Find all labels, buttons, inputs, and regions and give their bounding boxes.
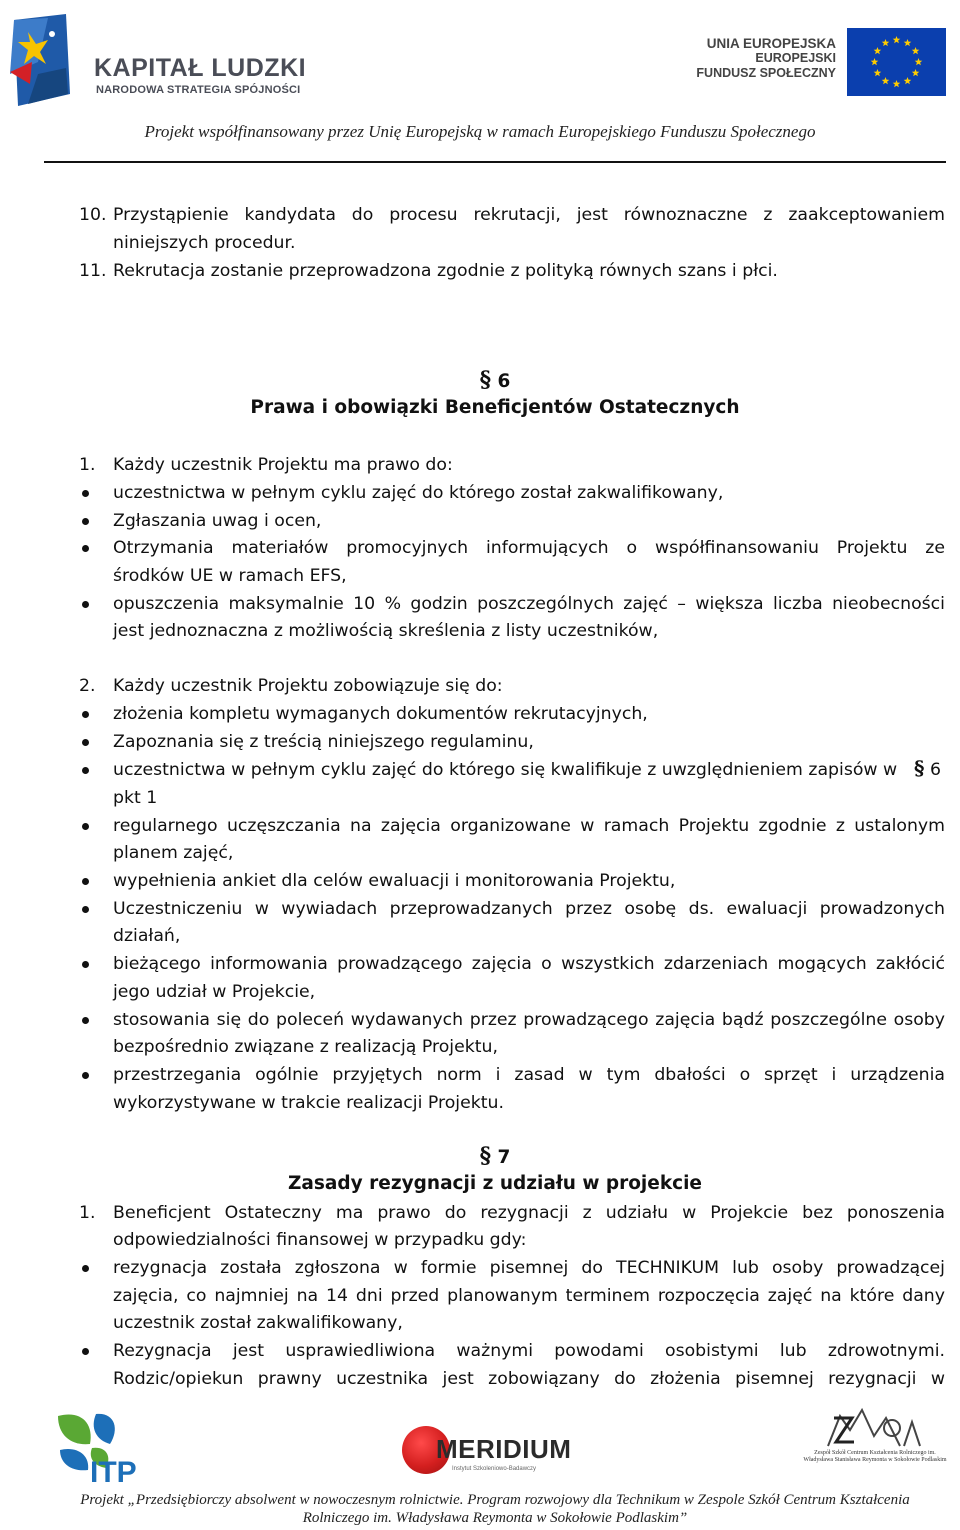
list-item: Zgłaszania uwag i ocen, xyxy=(113,511,322,531)
eu-flag-icon xyxy=(847,28,946,96)
list-item-continuation: uczestnik został zakwalifikowany, xyxy=(113,1313,403,1333)
meridium-logo-subtitle: Instytut Szkoleniowo-Badawczy xyxy=(452,1466,537,1472)
paragraph-symbol: § xyxy=(479,1143,492,1169)
school-logo-text: Zespół Szkół Centrum Kształcenia Rolniczego im. Władysława Stanisława Reymonta w Sokołowie Podlaskim xyxy=(803,1450,947,1463)
section-6-number xyxy=(0,368,960,394)
section-6-p1-text: Każdy uczestnik Projektu ma prawo do: xyxy=(113,455,453,475)
section-6-p2-text: Każdy uczestnik Projektu zobowiązuje się do: xyxy=(113,676,503,696)
list-item-continuation: planem zajęć, xyxy=(113,843,234,863)
bullet-icon xyxy=(82,961,89,968)
section-reference-number: 6 xyxy=(929,760,941,780)
meridium-logo xyxy=(396,1422,582,1482)
list-item-continuation: bezpośrednio związane z realizacją Projektu, xyxy=(113,1037,498,1057)
list-item: wypełnienia ankiet dla celów ewaluacji i monitorowania Projektu, xyxy=(113,871,676,891)
point-number: 2. xyxy=(79,676,96,696)
kapital-ludzki-subtitle: NARODOWA STRATEGIA SPÓJNOŚCI xyxy=(96,84,301,96)
item-10-line-1: Przystąpienie kandydata do procesu rekrutacji, jest równoznaczne z zaakceptowaniem xyxy=(113,205,945,225)
footer-project-line-2: Rolniczego im. Władysława Reymonta w Sokołowie Podlaskim” xyxy=(302,1510,688,1526)
section-7-p1-line-2: odpowiedzialności finansowej w przypadku gdy: xyxy=(113,1230,527,1250)
bullet-icon xyxy=(82,878,89,885)
list-item-continuation: środków UE w ramach EFS, xyxy=(113,566,347,586)
bullet-icon xyxy=(82,1072,89,1079)
eu-star-icon xyxy=(904,77,912,84)
itp-leaf-icon xyxy=(50,1410,160,1488)
eu-star-icon xyxy=(882,39,890,46)
eu-star-icon xyxy=(912,69,920,76)
bullet-icon xyxy=(82,545,89,552)
list-item: Rezygnacja jest usprawiedliwiona ważnymi powodami osobistymi lub zdrowotnymi. xyxy=(113,1341,945,1361)
list-item: regularnego uczęszczania na zajęcia organizowane w ramach Projektu zgodnie z ustalonym xyxy=(113,816,945,836)
point-number: 1. xyxy=(79,1203,96,1223)
list-item-continuation: działań, xyxy=(113,926,181,946)
cofinancing-note: Projekt współfinansowany przez Unię Europejską w ramach Europejskiego Funduszu Społecznego xyxy=(144,122,816,141)
list-item-continuation: zajęcia, co najmniej na 14 dni przed planowanym terminem rozpoczęcia zajęć na które dany xyxy=(113,1286,945,1306)
list-item: Uczestniczeniu w wywiadach przeprowadzanych przez osobę ds. ewaluacji prowadzonych xyxy=(113,899,945,919)
list-item: Otrzymania materiałów promocyjnych informujących o współfinansowaniu Projektu ze xyxy=(113,538,945,558)
bullet-icon xyxy=(82,739,89,746)
list-item: uczestnictwa w pełnym cyklu zajęć do którego się kwalifikuje z uwzględnieniem zapisów w xyxy=(113,760,898,780)
itp-logo xyxy=(50,1410,160,1488)
eu-star-icon xyxy=(915,58,923,65)
bullet-icon xyxy=(82,601,89,608)
list-item-continuation: pkt 1 xyxy=(113,788,158,808)
eu-logo-text xyxy=(696,36,836,81)
list-item-continuation: Rodzic/opiekun prawny uczestnika jest zobowiązany do złożenia pisemnej rezygnacji w xyxy=(113,1369,945,1389)
list-item: złożenia kompletu wymaganych dokumentów rekrutacyjnych, xyxy=(113,704,648,724)
school-logo xyxy=(800,1406,950,1492)
list-item-continuation: wykorzystywane w trakcie realizacji Projektu. xyxy=(113,1093,504,1113)
paragraph-symbol: § xyxy=(479,367,492,393)
section-7-number xyxy=(0,1144,960,1170)
paragraph-symbol: § xyxy=(914,756,925,780)
section-7-title: Zasady rezygnacji z udziału w projekcie xyxy=(288,1173,702,1194)
list-item: stosowania się do poleceń wydawanych przez prowadzącego zajęcia bądź poszczególne osoby xyxy=(113,1010,945,1030)
eu-star-icon xyxy=(893,80,901,87)
bullet-icon xyxy=(82,767,89,774)
school-emblem-icon xyxy=(800,1406,950,1452)
eu-logo-line2: EUROPEJSKI xyxy=(755,51,836,65)
bullet-icon xyxy=(82,1265,89,1272)
list-item-continuation: jego udział w Projekcie, xyxy=(113,982,316,1002)
eu-star-icon xyxy=(912,47,920,54)
list-item: opuszczenia maksymalnie 10 % godzin poszczególnych zajęć – większa liczba nieobecności xyxy=(113,594,945,614)
section-7-p1-line-1: Beneficjent Ostateczny ma prawo do rezygnacji z udziału w Projekcie bez ponoszenia xyxy=(113,1203,945,1223)
kapital-ludzki-emblem-icon xyxy=(8,14,88,110)
eu-star-icon xyxy=(904,39,912,46)
item-number: 11. xyxy=(79,261,107,281)
eu-star-icon xyxy=(893,36,901,43)
section-reference xyxy=(914,757,954,781)
list-item: rezygnacja została zgłoszona w formie pisemnej do TECHNIKUM lub osoby prowadzącej xyxy=(113,1258,945,1278)
section-number: 7 xyxy=(497,1147,511,1168)
footer-logos xyxy=(0,1400,960,1490)
list-item-continuation: jest jednoznaczna z możliwością skreślenia z listy uczestników, xyxy=(113,621,659,641)
eu-star-icon xyxy=(882,77,890,84)
item-11-line: Rekrutacja zostanie przeprowadzona zgodnie z polityką równych szans i płci. xyxy=(113,261,778,281)
footer-project-line-1: Projekt „Przedsiębiorczy absolwent w nowoczesnym rolnictwie. Program rozwojowy dla Technikum w Zespole Szkół Centrum Kształcenia xyxy=(80,1492,910,1508)
item-10-line-2: niniejszych procedur. xyxy=(113,233,296,253)
section-6-title: Prawa i obowiązki Beneficjentów Ostatecznych xyxy=(250,397,740,418)
bullet-icon xyxy=(82,518,89,525)
kapital-ludzki-logo xyxy=(8,14,308,114)
point-number: 1. xyxy=(79,455,96,475)
list-item: bieżącego informowania prowadzącego zajęcia o wszystkich zdarzeniach mogących zakłócić xyxy=(113,954,945,974)
itp-logo-text: ITP xyxy=(90,1456,137,1488)
bullet-icon xyxy=(82,1348,89,1355)
bullet-icon xyxy=(82,1017,89,1024)
eu-star-icon xyxy=(871,58,879,65)
list-item: Zapoznania się z treścią niniejszego regulaminu, xyxy=(113,732,534,752)
bullet-icon xyxy=(82,490,89,497)
bullet-icon xyxy=(82,711,89,718)
section-number: 6 xyxy=(497,371,511,392)
eu-logo-line3: FUNDUSZ SPOŁECZNY xyxy=(696,66,836,80)
list-item: przestrzegania ogólnie przyjętych norm i zasad w tym dbałości o sprzęt i urządzenia xyxy=(113,1065,945,1085)
eu-star-icon xyxy=(874,69,882,76)
header-divider xyxy=(44,161,946,163)
kapital-ludzki-title: KAPITAŁ LUDZKI xyxy=(94,54,307,82)
eu-logo xyxy=(690,26,950,98)
bullet-icon xyxy=(82,823,89,830)
item-number: 10. xyxy=(79,205,107,225)
bullet-icon xyxy=(82,906,89,913)
eu-star-icon xyxy=(874,47,882,54)
meridium-logo-text: MERIDIUM xyxy=(436,1434,572,1464)
eu-logo-line1: UNIA EUROPEJSKA xyxy=(706,36,836,51)
list-item: uczestnictwa w pełnym cyklu zajęć do którego został zakwalifikowany, xyxy=(113,483,724,503)
page-header xyxy=(0,0,960,165)
